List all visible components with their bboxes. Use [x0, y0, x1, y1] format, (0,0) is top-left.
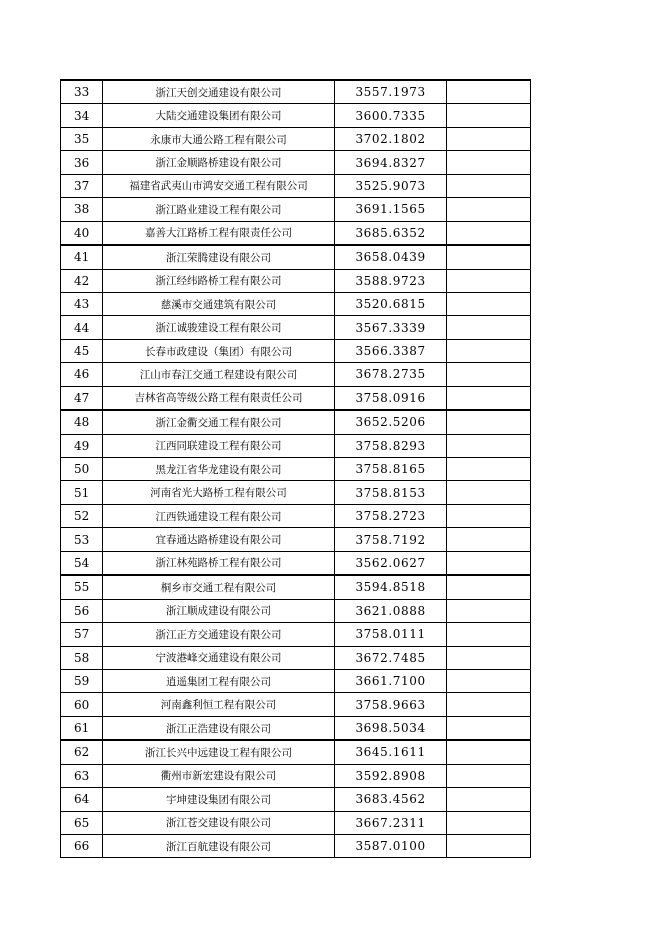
- table-row: [61, 811, 531, 834]
- empty-cell: [447, 104, 531, 127]
- score-value: 3685.6352: [334, 221, 447, 245]
- row-number: 33: [61, 80, 103, 104]
- empty-cell: [447, 339, 531, 362]
- score-value: 3661.7100: [334, 669, 447, 692]
- row-number: 49: [61, 434, 103, 457]
- table-row: [61, 339, 531, 362]
- company-name: 浙江经纬路桥工程有限公司: [103, 269, 334, 292]
- row-number: 60: [61, 693, 103, 716]
- table-row: [61, 245, 531, 269]
- empty-cell: [447, 151, 531, 174]
- empty-cell: [447, 481, 531, 504]
- score-value: 3520.6815: [334, 292, 447, 315]
- empty-cell: [447, 410, 531, 434]
- empty-cell: [447, 198, 531, 221]
- table-body: [61, 80, 531, 858]
- table-row: [61, 764, 531, 787]
- score-value: 3683.4562: [334, 788, 447, 811]
- empty-cell: [447, 693, 531, 716]
- table-row: [61, 693, 531, 716]
- row-number: 63: [61, 764, 103, 787]
- table-row: [61, 551, 531, 575]
- empty-cell: [447, 528, 531, 551]
- empty-cell: [447, 292, 531, 315]
- table-row: [61, 198, 531, 221]
- company-name: 宜春通达路桥建设有限公司: [103, 528, 334, 551]
- company-name: 浙江路业建设工程有限公司: [103, 198, 334, 221]
- company-name: 浙江荣腾建设有限公司: [103, 245, 334, 269]
- company-name: 嘉善大江路桥工程有限责任公司: [103, 221, 334, 245]
- row-number: 43: [61, 292, 103, 315]
- company-name: 永康市大通公路工程有限公司: [103, 127, 334, 150]
- table-row: [61, 623, 531, 646]
- table-row: [61, 386, 531, 410]
- company-name: 浙江正浩建设有限公司: [103, 716, 334, 740]
- row-number: 36: [61, 151, 103, 174]
- score-value: 3587.0100: [334, 835, 447, 858]
- row-number: 62: [61, 740, 103, 764]
- table-row: [61, 127, 531, 150]
- score-value: 3758.7192: [334, 528, 447, 551]
- table-row: [61, 410, 531, 434]
- empty-cell: [447, 575, 531, 599]
- row-number: 54: [61, 551, 103, 575]
- empty-cell: [447, 174, 531, 197]
- row-number: 47: [61, 386, 103, 410]
- company-name: 浙江林苑路桥工程有限公司: [103, 551, 334, 575]
- table-row: [61, 740, 531, 764]
- table-row: [61, 788, 531, 811]
- empty-cell: [447, 669, 531, 692]
- table-row: [61, 835, 531, 858]
- company-name: 浙江正方交通建设有限公司: [103, 623, 334, 646]
- row-number: 65: [61, 811, 103, 834]
- row-number: 61: [61, 716, 103, 740]
- company-name: 大陆交通建设集团有限公司: [103, 104, 334, 127]
- empty-cell: [447, 269, 531, 292]
- score-value: 3758.2723: [334, 504, 447, 527]
- score-value: 3652.5206: [334, 410, 447, 434]
- empty-cell: [447, 458, 531, 481]
- row-number: 57: [61, 623, 103, 646]
- score-value: 3621.0888: [334, 599, 447, 622]
- company-name: 慈溪市交通建筑有限公司: [103, 292, 334, 315]
- row-number: 52: [61, 504, 103, 527]
- empty-cell: [447, 80, 531, 104]
- score-value: 3758.8165: [334, 458, 447, 481]
- row-number: 41: [61, 245, 103, 269]
- row-number: 40: [61, 221, 103, 245]
- score-value: 3758.8153: [334, 481, 447, 504]
- row-number: 59: [61, 669, 103, 692]
- company-name: 宇坤建设集团有限公司: [103, 788, 334, 811]
- row-number: 44: [61, 316, 103, 339]
- score-value: 3758.9663: [334, 693, 447, 716]
- company-name: 浙江百航建设有限公司: [103, 835, 334, 858]
- score-value: 3600.7335: [334, 104, 447, 127]
- table-row: [61, 434, 531, 457]
- score-value: 3557.1973: [334, 80, 447, 104]
- row-number: 53: [61, 528, 103, 551]
- row-number: 56: [61, 599, 103, 622]
- row-number: 42: [61, 269, 103, 292]
- empty-cell: [447, 434, 531, 457]
- company-name: 浙江金顺路桥建设有限公司: [103, 151, 334, 174]
- table-row: [61, 646, 531, 669]
- row-number: 37: [61, 174, 103, 197]
- empty-cell: [447, 811, 531, 834]
- row-number: 51: [61, 481, 103, 504]
- company-name: 吉林省高等级公路工程有限责任公司: [103, 386, 334, 410]
- score-value: 3702.1802: [334, 127, 447, 150]
- table-row: [61, 716, 531, 740]
- company-name: 浙江天创交通建设有限公司: [103, 80, 334, 104]
- table-row: [61, 316, 531, 339]
- company-name: 江西铁通建设工程有限公司: [103, 504, 334, 527]
- table-row: [61, 269, 531, 292]
- table-row: [61, 104, 531, 127]
- empty-cell: [447, 599, 531, 622]
- table-row: [61, 151, 531, 174]
- score-value: 3694.8327: [334, 151, 447, 174]
- empty-cell: [447, 221, 531, 245]
- score-value: 3758.0111: [334, 623, 447, 646]
- table-row: [61, 363, 531, 386]
- row-number: 34: [61, 104, 103, 127]
- row-number: 58: [61, 646, 103, 669]
- score-value: 3758.0916: [334, 386, 447, 410]
- row-number: 64: [61, 788, 103, 811]
- row-number: 46: [61, 363, 103, 386]
- company-name: 江山市春江交通工程建设有限公司: [103, 363, 334, 386]
- empty-cell: [447, 835, 531, 858]
- company-name: 桐乡市交通工程有限公司: [103, 575, 334, 599]
- score-value: 3592.8908: [334, 764, 447, 787]
- company-name: 逍遥集团工程有限公司: [103, 669, 334, 692]
- company-name: 衢州市新宏建设有限公司: [103, 764, 334, 787]
- company-name: 福建省武夷山市鸿安交通工程有限公司: [103, 174, 334, 197]
- row-number: 66: [61, 835, 103, 858]
- row-number: 35: [61, 127, 103, 150]
- empty-cell: [447, 551, 531, 575]
- score-value: 3672.7485: [334, 646, 447, 669]
- score-value: 3566.3387: [334, 339, 447, 362]
- empty-cell: [447, 740, 531, 764]
- table-row: [61, 80, 531, 104]
- table-row: [61, 292, 531, 315]
- score-value: 3645.1611: [334, 740, 447, 764]
- row-number: 55: [61, 575, 103, 599]
- score-value: 3594.8518: [334, 575, 447, 599]
- table-row: [61, 221, 531, 245]
- company-name: 黑龙江省华龙建设有限公司: [103, 458, 334, 481]
- company-name: 浙江苍交建设有限公司: [103, 811, 334, 834]
- empty-cell: [447, 646, 531, 669]
- row-number: 38: [61, 198, 103, 221]
- empty-cell: [447, 716, 531, 740]
- table-row: [61, 528, 531, 551]
- score-value: 3658.0439: [334, 245, 447, 269]
- empty-cell: [447, 363, 531, 386]
- company-name: 河南鑫利恒工程有限公司: [103, 693, 334, 716]
- empty-cell: [447, 504, 531, 527]
- empty-cell: [447, 245, 531, 269]
- company-name: 江西同联建设工程有限公司: [103, 434, 334, 457]
- company-name: 长春市政建设（集团）有限公司: [103, 339, 334, 362]
- empty-cell: [447, 386, 531, 410]
- company-name: 河南省光大路桥工程有限公司: [103, 481, 334, 504]
- score-value: 3562.0627: [334, 551, 447, 575]
- table-row: [61, 174, 531, 197]
- table-row: [61, 669, 531, 692]
- empty-cell: [447, 316, 531, 339]
- score-value: 3567.3339: [334, 316, 447, 339]
- company-name: 浙江金衢交通工程有限公司: [103, 410, 334, 434]
- bid-results-table: [60, 79, 531, 858]
- row-number: 48: [61, 410, 103, 434]
- company-name: 宁波港峰交通建设有限公司: [103, 646, 334, 669]
- empty-cell: [447, 764, 531, 787]
- score-value: 3698.5034: [334, 716, 447, 740]
- empty-cell: [447, 788, 531, 811]
- table-row: [61, 599, 531, 622]
- row-number: 50: [61, 458, 103, 481]
- table-row: [61, 458, 531, 481]
- row-number: 45: [61, 339, 103, 362]
- score-value: 3758.8293: [334, 434, 447, 457]
- empty-cell: [447, 623, 531, 646]
- company-name: 浙江顺成建设有限公司: [103, 599, 334, 622]
- empty-cell: [447, 127, 531, 150]
- score-value: 3691.1565: [334, 198, 447, 221]
- table-row: [61, 481, 531, 504]
- company-name: 浙江长兴中远建设工程有限公司: [103, 740, 334, 764]
- score-value: 3588.9723: [334, 269, 447, 292]
- company-name: 浙江诚骏建设工程有限公司: [103, 316, 334, 339]
- table-row: [61, 575, 531, 599]
- table-row: [61, 504, 531, 527]
- score-value: 3667.2311: [334, 811, 447, 834]
- score-value: 3678.2735: [334, 363, 447, 386]
- score-value: 3525.9073: [334, 174, 447, 197]
